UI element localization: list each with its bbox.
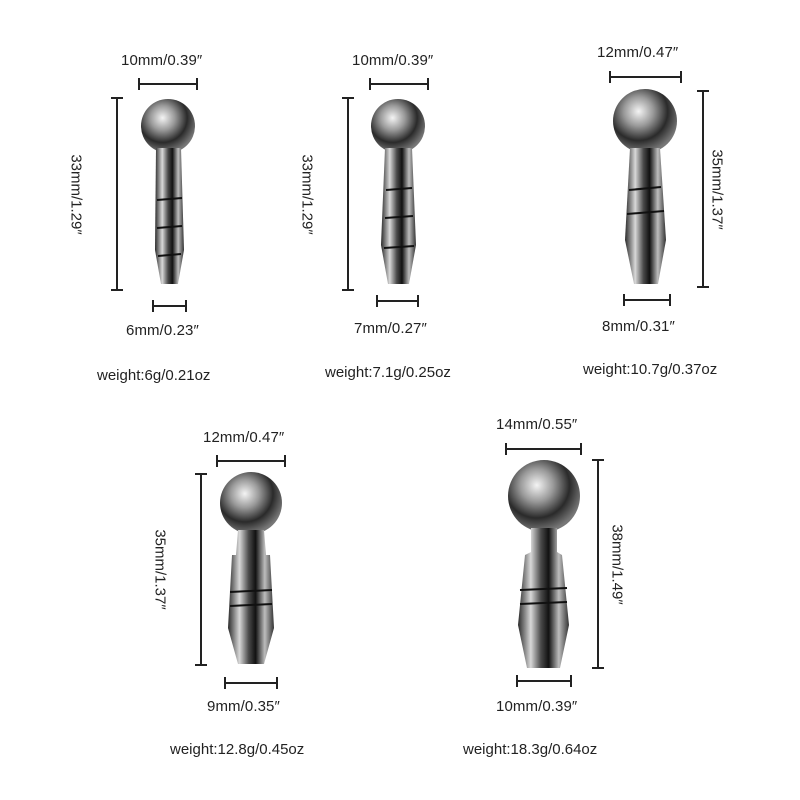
weight-label: weight:12.8g/0.45oz <box>170 741 305 758</box>
length-label: 33mm/1.29″ <box>298 154 316 235</box>
probe-icon <box>508 460 580 668</box>
top-width-label: 10mm/0.39″ <box>352 52 434 69</box>
bottom-width-label: 10mm/0.39″ <box>496 698 578 715</box>
bottom-width-label: 7mm/0.27″ <box>354 320 427 337</box>
weight-label: weight:18.3g/0.64oz <box>463 741 598 758</box>
weight-label: weight:7.1g/0.25oz <box>325 364 451 381</box>
bottom-width-label: 6mm/0.23″ <box>126 322 199 339</box>
top-width-label: 14mm/0.55″ <box>496 416 578 433</box>
length-label: 35mm/1.37″ <box>708 149 726 230</box>
weight-label: weight:6g/0.21oz <box>97 367 211 384</box>
length-label: 33mm/1.29″ <box>67 154 85 235</box>
top-width-label: 10mm/0.39″ <box>121 52 203 69</box>
weight-label: weight:10.7g/0.37oz <box>583 361 718 378</box>
bottom-width-label: 8mm/0.31″ <box>602 318 675 335</box>
bottom-width-label: 9mm/0.35″ <box>207 698 280 715</box>
length-label: 35mm/1.37″ <box>151 529 169 610</box>
top-width-label: 12mm/0.47″ <box>203 429 285 446</box>
length-label: 38mm/1.49″ <box>608 524 626 605</box>
top-width-label: 12mm/0.47″ <box>597 44 679 61</box>
